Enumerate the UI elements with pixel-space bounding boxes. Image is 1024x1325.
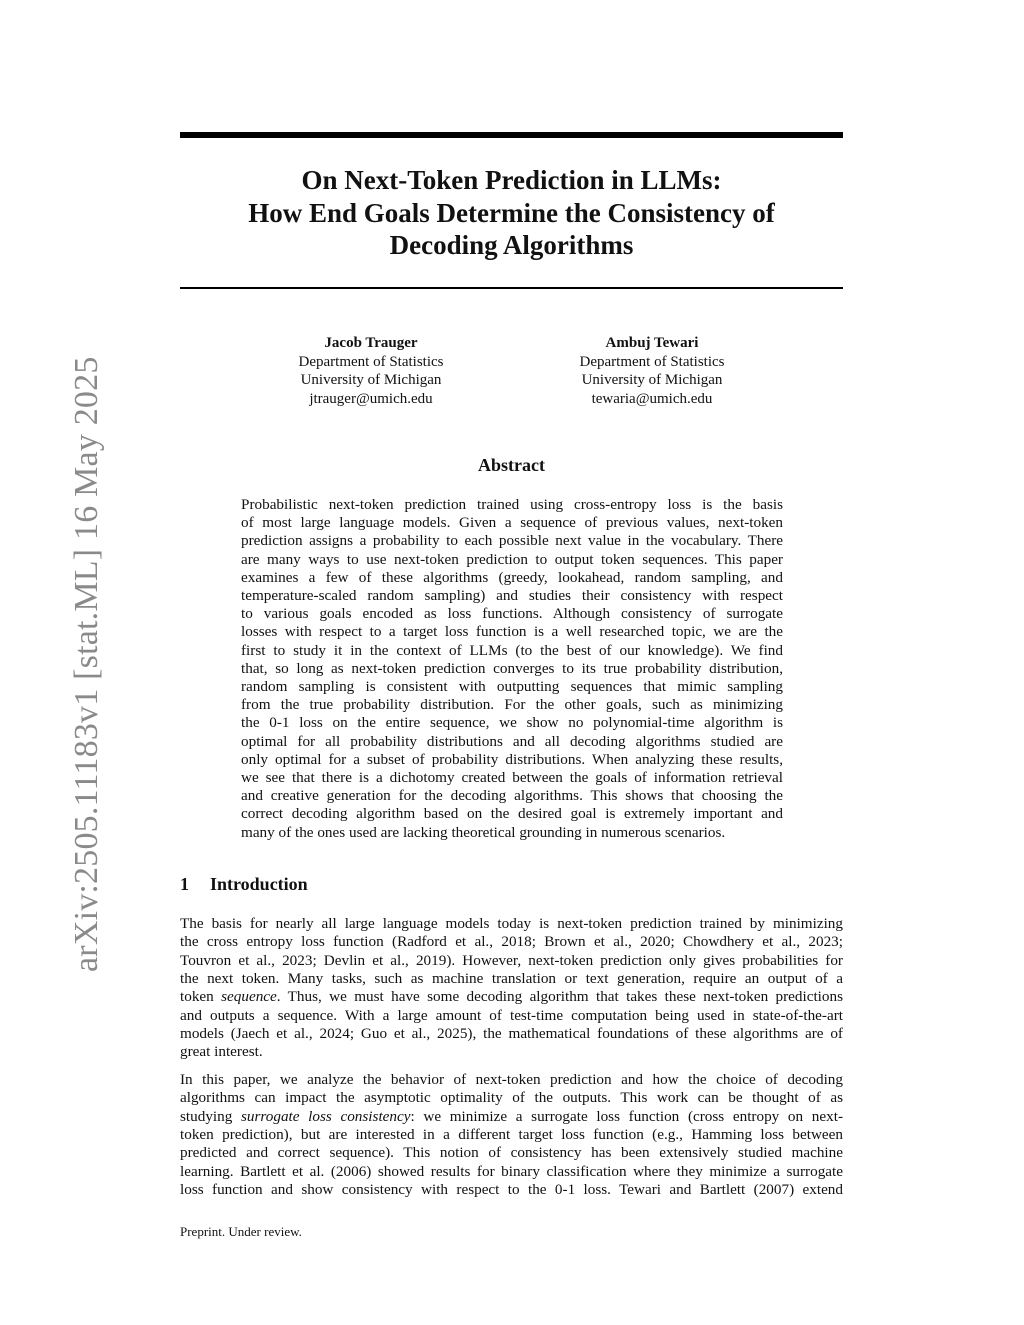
text-span: token <box>180 988 222 1006</box>
text-span: In this paper, we analyze the behavior of next-token prediction and how the choice of decoding <box>180 1071 843 1088</box>
text-line <box>241 824 783 842</box>
title-line: On Next-Token Prediction in LLMs: <box>301 165 722 195</box>
text-span: are many ways to use next-token prediction to output token sequences. This paper <box>241 550 783 568</box>
text-line <box>241 532 783 550</box>
text-line <box>241 551 783 569</box>
text-line <box>241 660 783 678</box>
section-number: 1 <box>180 874 189 894</box>
title-line: Decoding Algorithms <box>389 230 634 260</box>
text-line <box>180 1108 843 1126</box>
text-span: loss function and show consistency with respect to the 0-1 loss. Tewari and Bartlett (2007) extend <box>180 1180 843 1198</box>
text-span: token prediction), but are interested in a different target loss function (e.g., Hamming loss between <box>180 1125 843 1143</box>
text-line <box>180 952 843 970</box>
text-span: Probabilistic next-token prediction trained using cross-entropy loss is the basis <box>241 496 783 513</box>
text-span: optimal for all probability distributions and all decoding algorithms studied are <box>241 732 783 750</box>
text-line <box>180 1163 843 1181</box>
text-span: only optimal for a subset of probability distributions. When analyzing these results, <box>241 750 783 768</box>
author-block <box>532 334 772 408</box>
author-university: University of Michigan <box>300 372 442 389</box>
text-span: the next token. Many tasks, such as machine translation or text generation, require an output of a <box>180 969 843 987</box>
text-line <box>241 642 783 660</box>
text-line <box>241 678 783 696</box>
title-bottom-rule <box>180 287 843 289</box>
text-span: from the true probability distribution. For the other goals, such as minimizing <box>241 696 783 714</box>
text-line <box>180 1126 843 1144</box>
footer-note: Preprint. Under review. <box>180 1224 302 1239</box>
text-line <box>241 733 783 751</box>
text-span: examines a few of these algorithms (greedy, lookahead, random sampling, and <box>241 568 783 586</box>
emphasized-text: sequence <box>221 988 277 1006</box>
text-line <box>180 1089 843 1107</box>
arxiv-identifier-stamp: arXiv:2505.11183v1 [stat.ML] 16 May 2025 <box>68 356 105 972</box>
title-top-rule <box>180 132 843 138</box>
text-line <box>241 605 783 623</box>
text-span: great interest. <box>180 1043 263 1061</box>
text-span: many of the ones used are lacking theoretical grounding in numerous scenarios. <box>241 823 726 841</box>
text-span: to various goals encoded as loss functions. Although consistency of surrogate <box>241 605 783 623</box>
section-title: Introduction <box>210 874 308 894</box>
text-line <box>180 1181 843 1199</box>
text-line <box>241 714 783 732</box>
author-name: Jacob Trauger <box>324 335 418 351</box>
text-span: algorithms can impact the asymptotic optimality of the outputs. This work can be thought of as <box>180 1089 843 1107</box>
author-department: Department of Statistics <box>579 353 725 370</box>
text-line <box>241 496 783 514</box>
title-line: How End Goals Determine the Consistency of <box>248 197 775 228</box>
text-span: studying <box>180 1107 241 1125</box>
text-span: Touvron et al., 2023; Devlin et al., 2019). However, next-token prediction only gives probabilities for <box>180 951 843 969</box>
text-span: models (Jaech et al., 2024; Guo et al., 2025), the mathematical foundations of these algorithms are of <box>180 1024 843 1042</box>
text-span: . Thus, we must have some decoding algorithm that takes these next-token predictions <box>276 988 843 1006</box>
text-span: the cross entropy loss function (Radford et al., 2018; Brown et al., 2020; Chowdhery et al., 2023; <box>180 933 843 951</box>
text-span: losses with respect to a target loss function is a well researched topic, we are the <box>241 623 783 641</box>
text-span: prediction assigns a probability to each possible next value in the vocabulary. There <box>241 532 783 550</box>
text-span: learning. Bartlett et al. (2006) showed results for binary classification where they minimize a surrogate <box>180 1162 843 1180</box>
text-line <box>241 587 783 605</box>
text-line <box>180 1025 843 1043</box>
text-span: The basis for nearly all large language models today is next-token prediction trained by minimizing <box>180 915 843 932</box>
text-span: random sampling is consistent with outputting sequences that mimic sampling <box>241 678 783 695</box>
text-line <box>180 1144 843 1162</box>
text-line <box>180 1071 843 1089</box>
text-span: : we minimize a surrogate loss function (cross entropy on next- <box>410 1107 843 1125</box>
text-span: we see that there is a dichotomy created between the goals of information retrieval <box>241 769 783 786</box>
text-span: temperature-scaled random sampling) and studies their consistency with respect <box>241 587 783 604</box>
author-name: Ambuj Tewari <box>605 335 699 351</box>
text-span: and creative generation for the decoding algorithms. This shows that choosing the <box>241 787 783 805</box>
text-line <box>241 787 783 805</box>
text-line <box>241 751 783 769</box>
text-span: first to study it in the context of LLMs (to the best of our knowledge). We find <box>241 641 783 659</box>
author-block <box>251 334 491 408</box>
text-line <box>241 769 783 787</box>
author-university: University of Michigan <box>581 372 723 389</box>
text-line <box>241 569 783 587</box>
author-email: tewaria@umich.edu <box>591 390 713 407</box>
author-department: Department of Statistics <box>298 353 444 370</box>
text-span: predicted and correct sequence). This notion of consistency has been extensively studied machine <box>180 1144 843 1162</box>
text-line <box>241 623 783 641</box>
text-span: that, so long as next-token prediction converges to its true probability distribution, <box>241 659 783 677</box>
text-line <box>180 1043 843 1061</box>
text-line <box>180 1007 843 1025</box>
text-line <box>180 933 843 951</box>
text-line <box>180 970 843 988</box>
emphasized-text: surrogate loss consistency <box>241 1107 411 1125</box>
author-email: jtrauger@umich.edu <box>309 390 433 407</box>
text-line <box>180 915 843 933</box>
text-span: the 0-1 loss on the entire sequence, we show no polynomial-time algorithm is <box>241 714 783 732</box>
text-span: and outputs a sequence. With a large amount of test-time computation being used in state-of-the-art <box>180 1006 843 1024</box>
section-heading-introduction <box>180 874 308 895</box>
text-line <box>241 805 783 823</box>
text-line <box>180 988 843 1006</box>
text-span: correct decoding algorithm based on the desired goal is extremely important and <box>241 805 783 823</box>
abstract-heading: Abstract <box>478 455 545 475</box>
text-line <box>241 514 783 532</box>
paper-title <box>180 164 843 262</box>
text-line <box>241 696 783 714</box>
text-span: of most large language models. Given a sequence of previous values, next-token <box>241 514 783 532</box>
